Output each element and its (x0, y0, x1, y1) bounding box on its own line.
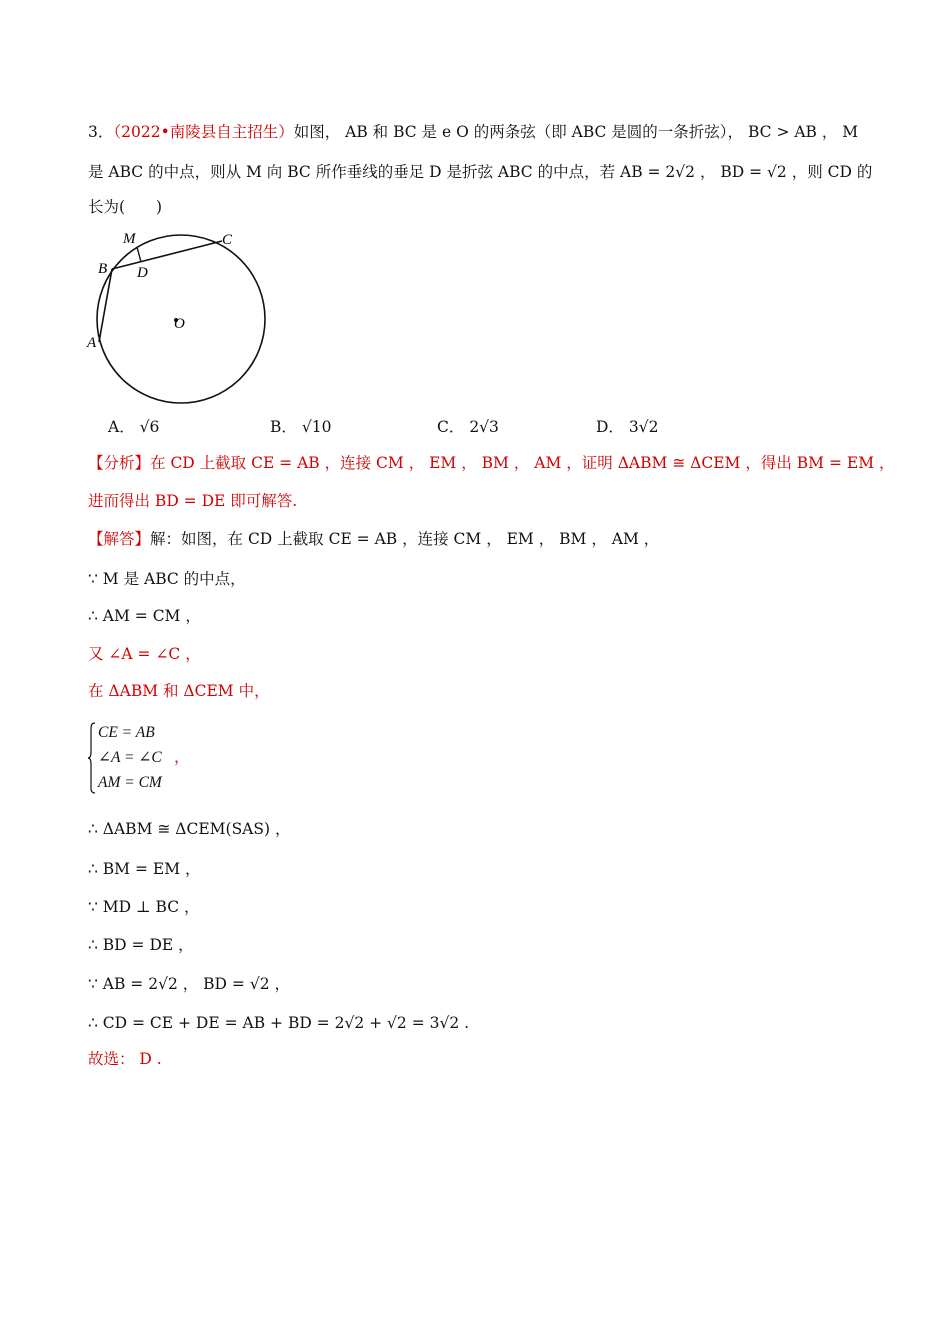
question-line1-text: 如图， AB 和 BC 是 e O 的两条弦（即 ABC 是圆的一条折弦）， BC > AB ， M (293, 123, 859, 141)
system-row: CE = AB (98, 724, 155, 741)
equation-system (88, 722, 218, 798)
option-a-value: √6 (139, 418, 160, 436)
question-number: 3． (88, 123, 114, 141)
option-b-value: √10 (301, 418, 332, 436)
solution-step: ∴ BD = DE ， (88, 936, 194, 954)
left-brace (88, 722, 96, 794)
solution-step: ∵ AB = 2√2 ， BD = √2 ， (88, 975, 290, 993)
solution-step: 在 ΔABM 和 ΔCEM 中， (88, 682, 270, 700)
solution-step: ∴ BM = EM ， (88, 860, 201, 878)
analysis-line1-text: 在 CD 上截取 CE = AB ，连接 CM ， EM ， BM ， AM ，证明 ΔABM ≅ ΔCEM ，得出 BM = EM ， (150, 454, 895, 472)
solution-step: ∵ M 是 ABC 的中点， (88, 570, 246, 588)
solution-answer: 故选： D . (88, 1050, 162, 1068)
option-b[interactable] (270, 416, 331, 438)
question-source: （2022•南陵县自主招生） (113, 123, 294, 141)
solution-step: ∵ MD ⊥ BC ， (88, 898, 200, 916)
solution-step: 又 ∠A = ∠C ， (88, 645, 201, 663)
option-d[interactable] (596, 416, 658, 438)
label-c: C (222, 232, 233, 248)
option-c-value: 2√3 (469, 418, 499, 436)
option-d-letter: D． (596, 418, 624, 436)
system-row: AM = CM (98, 774, 162, 791)
option-a[interactable] (108, 416, 159, 438)
solution-step: ∴ AM = CM ， (88, 607, 201, 625)
chord-ab (99, 269, 112, 342)
label-o: O (174, 316, 185, 332)
question-line-2 (88, 161, 872, 183)
segment-md (137, 247, 141, 262)
system-row: ∠A = ∠C (98, 749, 162, 766)
solution-intro: 解：如图，在 CD 上截取 CE = AB ，连接 CM ， EM ， BM ， AM ， (150, 530, 660, 548)
label-m: M (123, 231, 136, 247)
question-line-1 (88, 121, 858, 143)
option-a-letter: A． (108, 418, 135, 436)
option-c[interactable] (437, 416, 499, 438)
label-b: B (98, 261, 108, 277)
circle-figure (80, 225, 280, 410)
solution-intro-line (88, 528, 659, 550)
analysis-tag: 【分析】 (88, 454, 151, 472)
analysis-line2-text: 进而得出 BD = DE 即可解答. (88, 492, 298, 510)
question-line3-text: 长为( ) (88, 198, 163, 216)
system-tail: ， (174, 749, 190, 766)
question-line2-text: 是 ABC 的中点，则从 M 向 BC 所作垂线的垂足 D 是折弦 ABC 的中点，若 AB = 2√2 ， BD = √2 ，则 CD 的 (88, 163, 873, 181)
option-d-value: 3√2 (628, 418, 659, 436)
option-b-letter: B． (270, 418, 297, 436)
analysis-line-1 (88, 452, 895, 474)
solution-step: ∴ CD = CE + DE = AB + BD = 2√2 + √2 = 3√2 . (88, 1014, 470, 1032)
option-c-letter: C． (437, 418, 465, 436)
label-a: A (87, 335, 97, 351)
solution-step: ∴ ΔABM ≅ ΔCEM(SAS) ， (88, 820, 291, 838)
question-line-3 (88, 196, 162, 218)
analysis-line-2 (88, 490, 297, 512)
label-d: D (137, 265, 148, 281)
solution-tag: 【解答】 (88, 530, 151, 548)
